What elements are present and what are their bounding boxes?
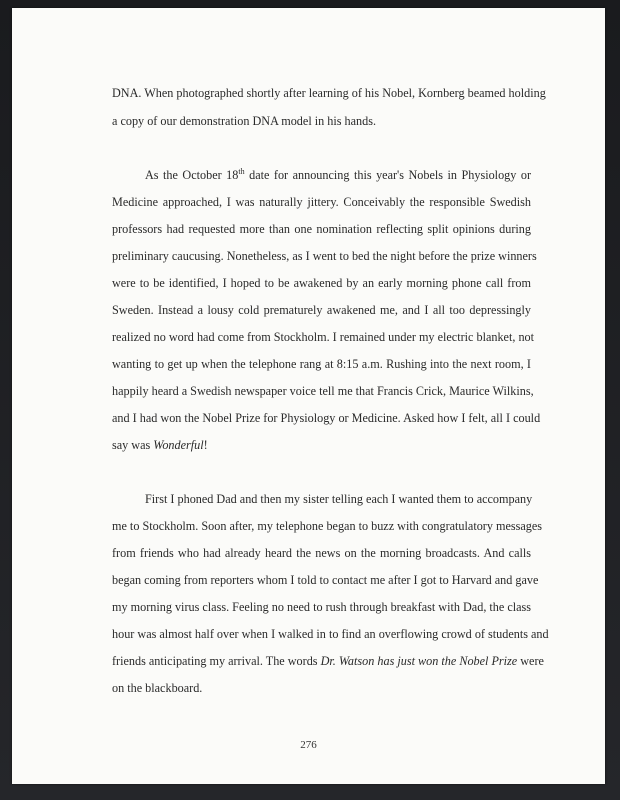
text-line: happily heard a Swedish newspaper voice tell me that Francis Crick, Maurice Wilkins, (112, 384, 534, 398)
superscript-th: th (238, 167, 245, 176)
text-line: wanting to get up when the telephone rang at 8:15 a.m. Rushing into the next room, I (112, 357, 531, 371)
text-run: say was (112, 438, 154, 452)
text-line: my morning virus class. Feeling no need to rush through breakfast with Dad, the class (112, 600, 532, 614)
text-line: First I phoned Dad and then my sister telling each I wanted them to accompany (145, 492, 533, 506)
italic-emphasis: Wonderful (153, 438, 204, 452)
text-line (112, 654, 544, 668)
text-run: ! (203, 438, 208, 452)
text-line (145, 168, 531, 182)
text-run: As the October 18 (145, 168, 239, 182)
text-line: on the blackboard. (112, 681, 203, 695)
text-line: hour was almost half over when I walked in to find an overflowing crowd of students and (112, 627, 549, 641)
italic-emphasis: Dr. Watson has just won the Nobel Prize (320, 654, 518, 668)
page-number: 276 (300, 739, 317, 751)
text-line: Medicine approached, I was naturally jittery. Conceivably the responsible Swedish (112, 195, 531, 209)
text-line: realized no word had come from Stockholm. I remained under my electric blanket, not (112, 330, 535, 344)
text-line: preliminary caucusing. Nonetheless, as I went to bed the night before the prize winners (112, 249, 537, 263)
text-line: were to be identified, I hoped to be awakened by an early morning phone call from (112, 276, 531, 290)
text-run: friends anticipating my arrival. The words (112, 654, 321, 668)
text-line: professors had requested more than one nomination reflecting split opinions during (112, 222, 531, 236)
text-line: me to Stockholm. Soon after, my telephone began to buzz with congratulatory messages (112, 519, 543, 533)
text-line: a copy of our demonstration DNA model in his hands. (112, 114, 377, 128)
text-run: were (517, 654, 544, 668)
text-line: DNA. When photographed shortly after learning of his Nobel, Kornberg beamed holding (112, 86, 546, 100)
text-line (112, 438, 531, 452)
text-line: and I had won the Nobel Prize for Physiology or Medicine. Asked how I felt, all I could (112, 411, 541, 425)
text-line: from friends who had already heard the news on the morning broadcasts. And calls (112, 546, 531, 560)
text-run: date for announcing this year's Nobels in Physiology or (244, 168, 532, 182)
text-line: Sweden. Instead a lousy cold prematurely awakened me, and I all too depressingly (112, 303, 531, 317)
document-page (12, 8, 605, 784)
text-line: began coming from reporters whom I told to contact me after I got to Harvard and gave (112, 573, 539, 587)
